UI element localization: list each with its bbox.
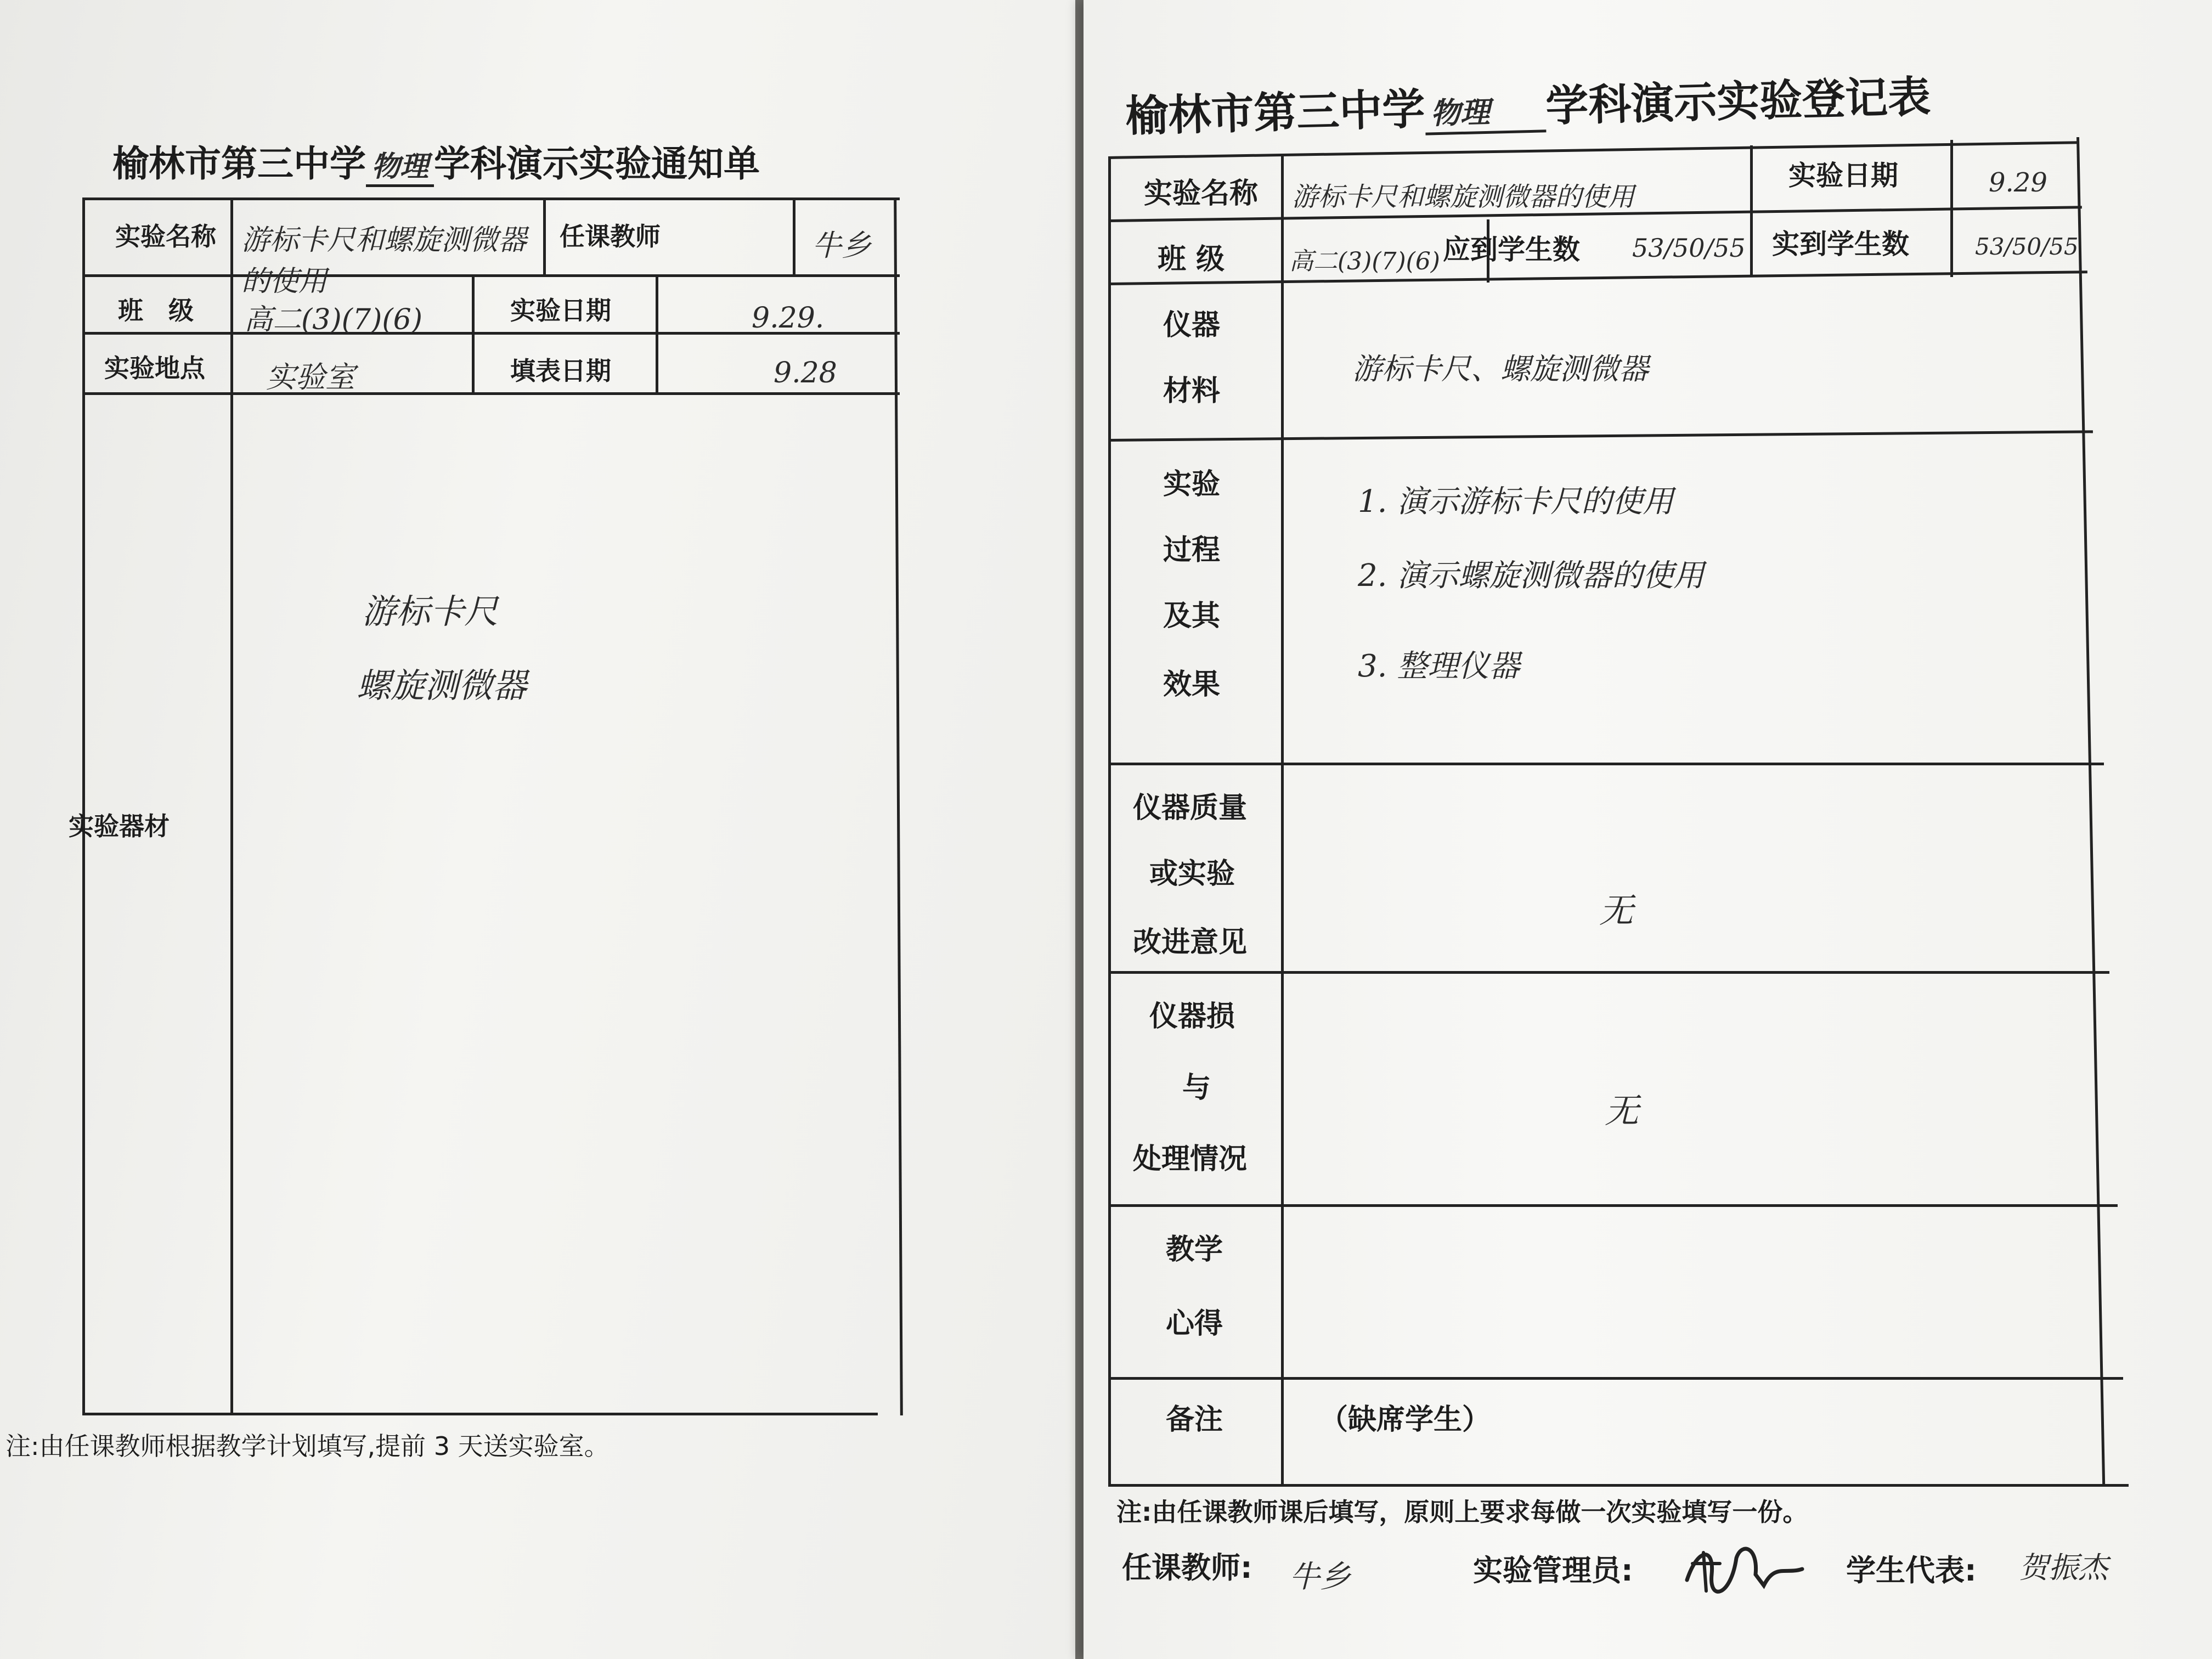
value-sign-teacher: 牛乡 bbox=[1289, 1559, 1351, 1595]
grid-line bbox=[82, 392, 900, 395]
grid-line bbox=[656, 274, 658, 395]
label-expected-students: 应到学生数 bbox=[1443, 234, 1580, 266]
grid-line bbox=[2076, 137, 2105, 1487]
value-experiment-name: 游标卡尺和螺旋测微器的使用 bbox=[241, 224, 527, 298]
label-class: 班 级 bbox=[118, 296, 194, 325]
notice-footnote: 注:由任课教师根据教学计划填写,提前 3 天送实验室。 bbox=[5, 1431, 610, 1461]
register-footnote: 注:由任课教师课后填写，原则上要求每做一次实验填写一份。 bbox=[1116, 1497, 1808, 1527]
label-experiment-date: 实验日期 bbox=[510, 296, 611, 325]
label-damage-3: 处理情况 bbox=[1133, 1143, 1248, 1176]
process-step-3: 3. 整理仪器 bbox=[1358, 648, 1520, 684]
grid-line bbox=[1108, 1377, 2123, 1380]
grid-line bbox=[793, 198, 795, 277]
label-damage-1: 仪器损 bbox=[1149, 1000, 1235, 1033]
label-teaching-1: 教学 bbox=[1166, 1233, 1223, 1266]
value-experiment-name: 游标卡尺和螺旋测微器的使用 bbox=[1292, 182, 1635, 212]
label-actual-students: 实到学生数 bbox=[1772, 228, 1909, 260]
label-equipment: 实验器材 bbox=[69, 811, 170, 841]
notice-subject: 物理 bbox=[366, 143, 434, 187]
admin-signature bbox=[1676, 1531, 1808, 1607]
value-experiment-date: 9.29. bbox=[752, 302, 825, 335]
label-quality-2: 或实验 bbox=[1149, 857, 1235, 890]
register-sheet bbox=[1084, 0, 2212, 1659]
value-experiment-date: 9.29 bbox=[1989, 167, 2047, 198]
register-title: 榆林市第三中学 物理 学科演示实验登记表 bbox=[1125, 72, 1932, 142]
grid-line bbox=[1108, 763, 2104, 765]
label-quality-1: 仪器质量 bbox=[1133, 792, 1248, 825]
label-damage-2: 与 bbox=[1182, 1071, 1211, 1104]
value-sign-student: 贺振杰 bbox=[2019, 1550, 2108, 1585]
value-damage: 无 bbox=[1605, 1091, 1639, 1131]
label-remark: 备注 bbox=[1166, 1403, 1223, 1436]
label-teaching-2: 心得 bbox=[1166, 1307, 1223, 1340]
value-actual-students: 53/50/55 bbox=[1975, 233, 2079, 260]
label-class: 班 级 bbox=[1158, 243, 1225, 276]
label-quality-3: 改进意见 bbox=[1133, 926, 1248, 959]
label-teacher: 任课教师 bbox=[560, 222, 661, 251]
process-step-2: 2. 演示螺旋测微器的使用 bbox=[1358, 558, 1705, 594]
label-instrument-2: 材料 bbox=[1163, 375, 1221, 408]
grid-line bbox=[82, 198, 900, 200]
register-subject: 物理 bbox=[1425, 87, 1547, 135]
label-process-1: 实验 bbox=[1163, 468, 1221, 501]
label-process-3: 及其 bbox=[1163, 600, 1221, 633]
notice-sheet bbox=[0, 0, 1075, 1659]
grid-line bbox=[1108, 430, 2093, 442]
value-class: 高二(3)(7)(6) bbox=[244, 303, 422, 336]
value-place: 实验室 bbox=[266, 360, 355, 394]
notice-title: 榆林市第三中学 物理 学科演示实验通知单 bbox=[112, 134, 760, 187]
label-sign-student: 学生代表: bbox=[1846, 1553, 1977, 1588]
value-instrument: 游标卡尺、螺旋测微器 bbox=[1352, 352, 1649, 386]
label-process-2: 过程 bbox=[1163, 534, 1221, 567]
label-process-4: 效果 bbox=[1163, 668, 1221, 701]
label-experiment-name: 实验名称 bbox=[1144, 177, 1259, 210]
value-equipment-line1: 游标卡尺 bbox=[362, 591, 499, 631]
grid-line bbox=[82, 1413, 878, 1415]
value-class: 高二(3)(7)(6) bbox=[1289, 247, 1440, 275]
label-experiment-date: 实验日期 bbox=[1788, 160, 1898, 191]
grid-line bbox=[1950, 140, 1953, 277]
label-experiment-name: 实验名称 bbox=[115, 222, 216, 251]
value-fill-date: 9.28 bbox=[774, 357, 837, 390]
process-step-1: 1. 演示游标卡尺的使用 bbox=[1358, 484, 1674, 520]
label-sign-admin: 实验管理员: bbox=[1473, 1553, 1633, 1588]
label-place: 实验地点 bbox=[104, 353, 205, 383]
grid-line bbox=[1108, 1204, 2118, 1207]
label-fill-date: 填表日期 bbox=[510, 356, 611, 386]
value-expected-students: 53/50/55 bbox=[1632, 233, 1746, 263]
grid-line bbox=[230, 198, 233, 1415]
value-teacher: 牛乡 bbox=[812, 228, 871, 263]
grid-line bbox=[1108, 1484, 2129, 1487]
grid-line bbox=[1108, 156, 1111, 1487]
value-quality: 无 bbox=[1599, 890, 1634, 930]
label-sign-teacher: 任课教师: bbox=[1122, 1550, 1252, 1585]
value-equipment-line2: 螺旋测微器 bbox=[357, 665, 527, 706]
grid-line bbox=[1108, 141, 2079, 159]
grid-line bbox=[1108, 270, 2087, 285]
value-remark: （缺席学生） bbox=[1319, 1403, 1491, 1436]
grid-line bbox=[894, 198, 903, 1415]
grid-line bbox=[1281, 156, 1284, 1487]
label-instrument-1: 仪器 bbox=[1163, 309, 1221, 342]
grid-line bbox=[1108, 971, 2109, 974]
paper-gap bbox=[1075, 0, 1084, 1659]
